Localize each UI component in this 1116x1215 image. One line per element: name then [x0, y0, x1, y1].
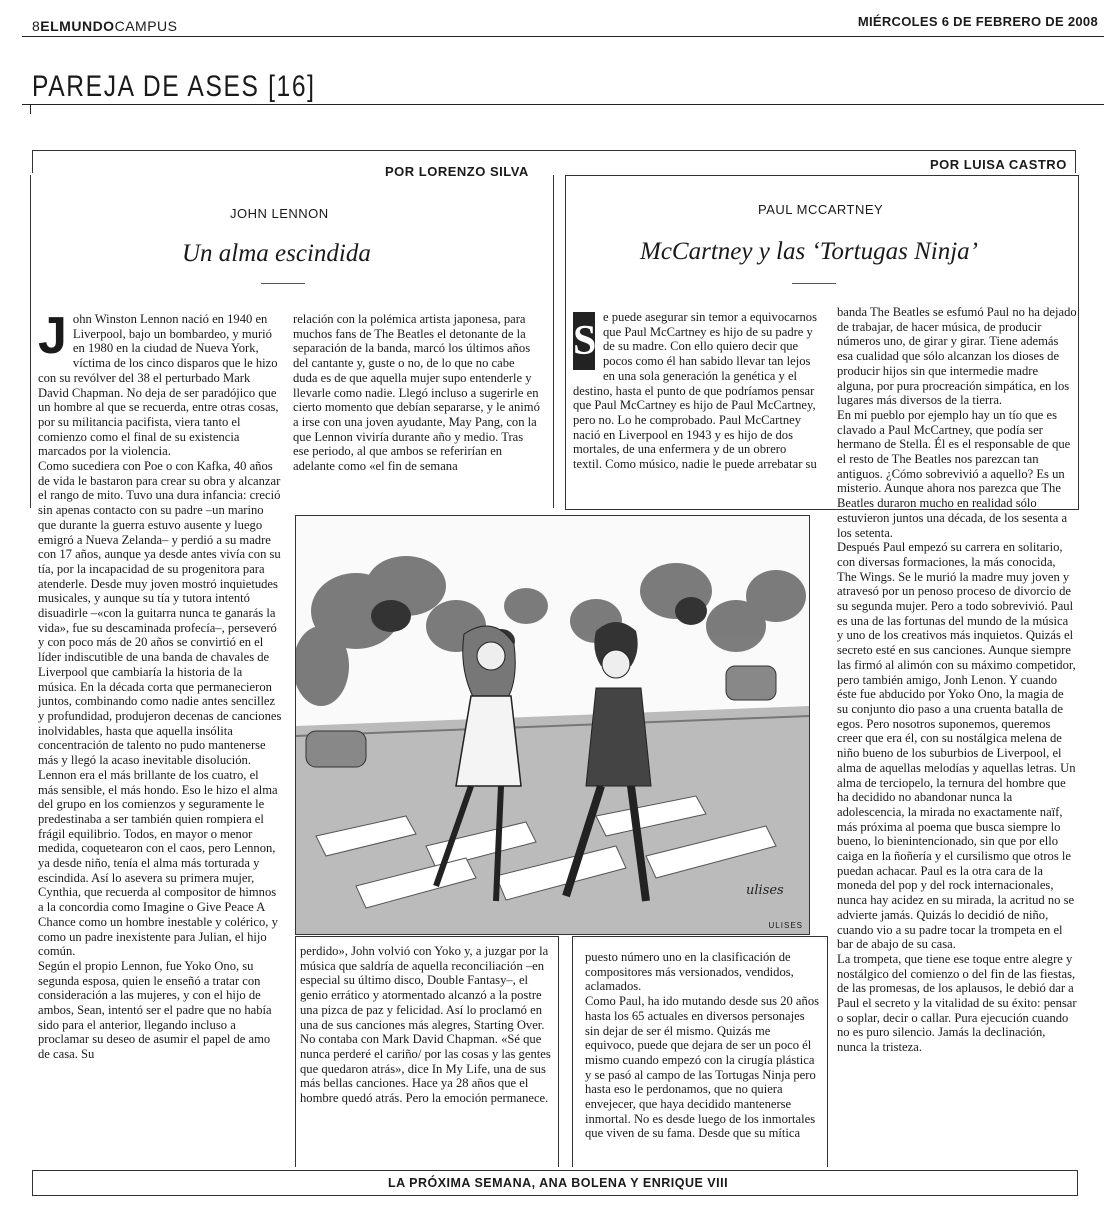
right-headline-rule	[792, 283, 836, 284]
page-number: 8	[32, 18, 41, 34]
illustration	[295, 515, 810, 935]
left-column-1	[38, 307, 282, 1062]
paragraph: Según el propio Lennon, fue Yoko Ono, su segunda esposa, quien le enseñó a tratar con consideración a las mujeres, y con el hijo de ambos, Sean, intentó ser el padre que no había sido para el anterior, llegando incluso a proclamar su deseo de asumir el papel de amo de casa. Su	[38, 958, 272, 1062]
right-headline: McCartney y las ‘Tortugas Ninja’	[640, 238, 978, 265]
left-column-2-top	[293, 312, 541, 474]
right-dropcap: S	[573, 312, 595, 370]
beatles-crossing-illustration	[296, 516, 809, 934]
left-headline-rule	[261, 283, 305, 284]
left-headline: Un alma escindida	[182, 240, 371, 267]
paragraph: La trompeta, que tiene ese toque entre alegre y nostálgico del comienzo o del fin de las fiestas, de las promesas, de los aplausos, le debió dar a Paul el secreto y la vitalidad de su éxito: pensar o soplar, decir o callar. Pura ejecución cuando no es puro silencio. Jamás la declinación, nunca la tristeza.	[837, 951, 1077, 1055]
paragraph: Lennon era el más brillante de los cuatro, el más sensible, el más hondo. Eso le hizo el alma del grupo en los comienzos y seguramente le predestinaba a ser también quien rompiera el frágil equilibrio. Todos, en mayor o menor medida, coquetearon con el caos, pero Lennon, ya desde niño, tenía el alma más torturada y escindida. Así lo asevera su primera mujer, Cynthia, que recuerda al compositor de himnos a la concordia como Imagine o Give Peace A Chance como un hombre inestable y colérico, y como un padre inexistente para Julian, el hijo común.	[38, 767, 278, 959]
paragraph: Después Paul empezó su carrera en solitario, con diversas formaciones, la más conocida, The Wings. Se le murió la madre muy joven y atravesó por un penoso proceso de divorcio de su segunda mujer. Pero a todo sobrevivió. Paul es una de las fortunas del mundo de la música y uno de los creativos más inquietos. Quizás el secreto esté en sus canciones. Aunque siempre las firmó al alimón con su máximo competidor, pero también amigo, Jonh Lenon. Y cuando éste fue abducido por Yoko Ono, la magia de su conjunto dio paso a una cruenta batalla de egos. Pero nosotros suponemos, queremos creer que era él, con su nostálgica melena de niño bueno de los suburbios de Liverpool, el alma de aquellas melodías y aquellas letras. Un alma de terciopelo, la ternura del hombre que ha decidido no abandonar nunca la adolescencia, la mirada no exactamente naïf, más próxima al poema que busca siempre lo bueno, lo bienintencionado, sin que por ello caiga en la ñoñería y el cursilismo que otros le puedan achacar. Paul es la otra cara de la moneda del pop y del rock internacionales, nunca hay acidez en su mirada, la acritud no se advierte jamás. Quizás lo decidió de niño, cuando vio a su padre tocar la trompeta en el bar de abajo de su casa.	[837, 540, 1076, 952]
section-name: CAMPUS	[114, 18, 178, 34]
illustration-credit: ULISES	[768, 921, 803, 930]
series-tick	[30, 104, 31, 114]
paragraph: Como sucediera con Poe o con Kafka, 40 años de vida le bastaron para crear su obra y alcanzar el rango de mito. Tuvo una dura infancia: creció sin apenas contacto con su padre –un marino que durante la guerra estuvo ausente y luego emigró a Nueva Zelanda– y perdió a su madre con 17 años, aunque ya desde antes vivía con su tía, por la incapacidad de su progenitora para atenderle. Desde muy joven mostró inquietudes musicales, y aunque su tía y tutora intentó disuadirle –«con la guitarra nunca te ganarás la vida», fue su descaminada profecía–, perseveró y con poco más de 20 años se convirtió en el líder indiscutible de una banda de chavales de Liverpool que cambiaría la historia de la música. En la década corta que permanecieron juntos, combinando como nadie antes sencillez y profundidad, produjeron decenas de canciones inolvidables, hasta que aquella insólita concentración de talento no pudo mantenerse más y llegó la acaso inevitable disolución.	[38, 459, 282, 768]
series-title: PAREJA DE ASES [16]	[32, 70, 316, 103]
newspaper-header	[32, 18, 177, 34]
paragraph: e puede asegurar sin temor a equivocarnos que Paul McCartney es hijo de su padre y de su madre. Con ello quiero decir que pocos como él han sabido llevar tan lejos en una sola generación la genética y el destino, hasta el punto de que podríamos pensar que Paul McCartney es hijo de Paul McCartney, pero no. Lo he comprobado. Paul McCartney nació en Liverpool en 1943 y es hijo de dos mortales, de una enfermera y de un obrero textil. Como músico, nadie le puede arrebatar su	[573, 310, 818, 472]
issue-date: MIÉRCOLES 6 DE FEBRERO DE 2008	[857, 14, 1098, 29]
paragraph: En mi pueblo por ejemplo hay un tío que es clavado a Paul McCartney, que podía ser hermano de Stella. Él es el responsable de que el resto de The Beatles nos parezcan tan antiguos. ¿Cómo sobrevivió a aquello? Es un misterio. Aunque ahora nos parezca que The Beatles duraron mucho en realidad sólo estuvieron juntos una década, de los sesenta a los setenta.	[837, 407, 1071, 540]
car-right	[726, 666, 776, 700]
paragraph: puesto número uno en la clasificación de compositores más versionados, vendidos, aclamados.	[585, 950, 794, 994]
car-left	[306, 731, 366, 767]
header-rule	[22, 36, 1104, 37]
right-kicker: PAUL MCCARTNEY	[758, 202, 884, 217]
right-byline: POR LUISA CASTRO	[930, 157, 1067, 172]
paragraph: ohn Winston Lennon nació en 1940 en Liverpool, bajo un bombardeo, y murió en 1980 en la ciudad de Nueva York, víctima de los cinco disparos que le hizo con su revólver del 38 el perturbado Mark David Chapman. No deja de ser paradójico que un hombre al que se recuerda, entre otras cosas, por su militancia pacifista, viera tanto el comienzo como el final de su existencia marcados por la violencia.	[38, 312, 279, 459]
left-dropcap: J	[38, 307, 67, 365]
paragraph: banda The Beatles se esfumó Paul no ha dejado de trabajar, de hacer música, de producir números uno, de girar y girar. Tiene además esa cualidad que sólo alcanzan los dioses de producir hijos sin que intermedie madre alguna, por pura procreación simpática, en los lugares más diversos de la tierra.	[837, 305, 1077, 408]
series-rule	[22, 104, 1104, 105]
byline-frame	[32, 150, 1076, 173]
right-column-2	[837, 305, 1077, 1055]
left-bottom-frame	[295, 936, 559, 1167]
left-byline: POR LORENZO SILVA	[385, 164, 529, 179]
paragraph: Como Paul, ha ido mutando desde sus 20 años hasta los 65 actuales en diversos personajes sin dejar de ser él mismo. Quizás me equivoco, puede que dejara de ser un poco él mismo cuando empezó con la cirugía plástica y se pasó al campo de las Tortugas Ninja pero hasta eso le perdonamos, que no quiera envejecer, que haya decidido mantenerse inmortal. No es desde luego de los inmortales que viven de su fama. Desde que su mítica	[585, 994, 820, 1141]
right-bottom-frame	[572, 936, 828, 1167]
left-kicker: JOHN LENNON	[230, 206, 329, 221]
paragraph: perdido», John volvió con Yoko y, a juzgar por la música que saldría de aquella reconciliación –en especial su último disco, Double Fantasy–, el genio errático y atormentado alcanzó a la postre una pizca de paz y felicidad. Así lo proclamó en una de sus canciones más alegres, Starting Over. No contaba con Mark David Chapman. «Sé que nunca perderé el cariño/ por las cosas y las gentes que quedaron atrás», dice In My Life, una de sus más bellas canciones. Hace ya 28 años que el hombre quedó atrás. Pero la emoción permanece.	[300, 944, 551, 1106]
artist-signature: ulises	[746, 883, 784, 898]
next-week-teaser: LA PRÓXIMA SEMANA, ANA BOLENA Y ENRIQUE VIII	[387, 1176, 729, 1190]
right-column-1-top	[573, 310, 818, 472]
newspaper-name: ELMUNDO	[40, 18, 115, 34]
paragraph: relación con la polémica artista japonesa, para muchos fans de The Beatles el detonante de la separación de la banda, marcó los últimos años del cantante y, guste o no, de lo que no cabe duda es de que aquella mujer supo entenderle y llevarle como nadie. Llegó incluso a sugerirle en cierto momento que debían separarse, y le animó a irse con una joven ayudante, May Pang, con la que Lennon viviría durante año y medio. Tras ese periodo, al que ambos se referirían en adelante como «el fin de semana	[293, 312, 540, 474]
